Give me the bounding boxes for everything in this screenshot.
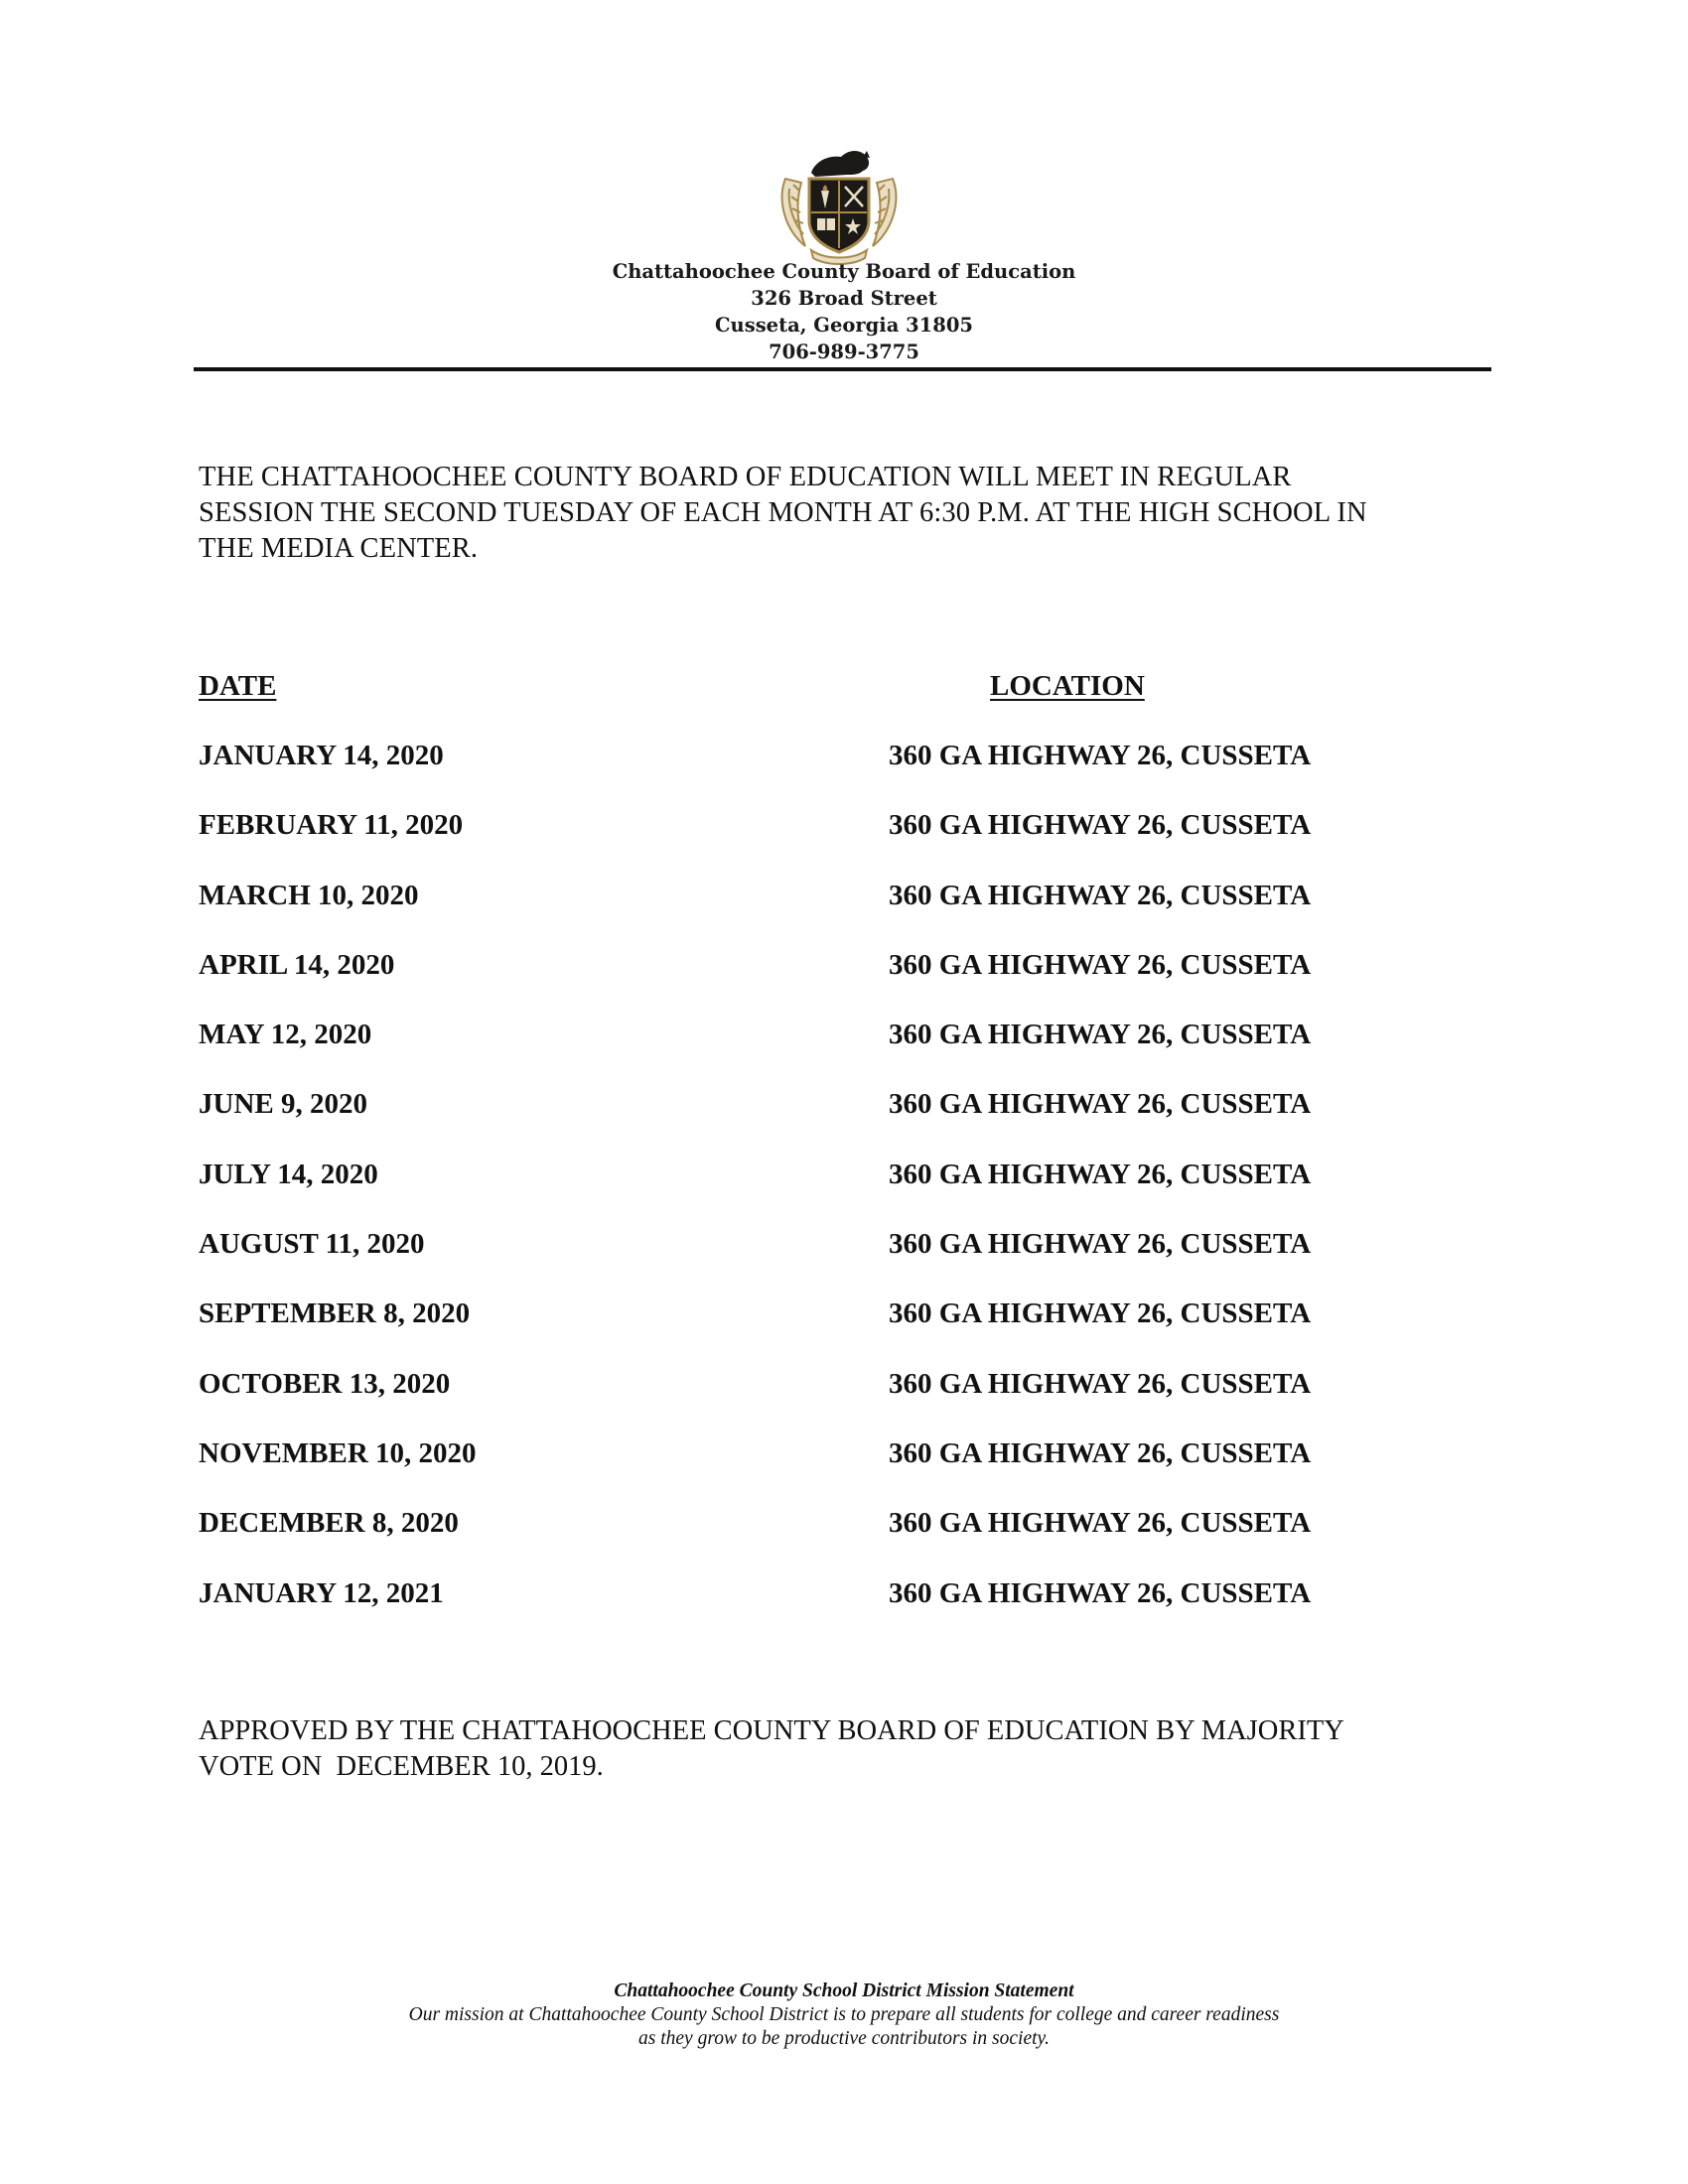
meeting-date: JULY 14, 2020 [199,1158,378,1190]
mission-line: as they grow to be productive contributors in society. [638,2028,1050,2049]
date-column-header: DATE [199,670,277,702]
meeting-date: MARCH 10, 2020 [199,879,419,911]
schedule-row [199,1507,1489,1576]
meeting-location: 360 GA HIGHWAY 26, CUSSETA [889,1507,1312,1540]
meeting-location: 360 GA HIGHWAY 26, CUSSETA [889,948,1312,981]
letterhead [397,258,1291,365]
schedule-row [199,740,1489,809]
city-state-zip: Cusseta, Georgia 31805 [715,314,973,337]
schedule-row [199,809,1489,879]
meeting-date: OCTOBER 13, 2020 [199,1367,451,1400]
meeting-date: MAY 12, 2020 [199,1019,372,1051]
street-address: 326 Broad Street [751,287,937,310]
meeting-location: 360 GA HIGHWAY 26, CUSSETA [889,1088,1312,1121]
mission-statement [298,1979,1390,2051]
meeting-date: APRIL 14, 2020 [199,948,395,981]
meeting-date: NOVEMBER 10, 2020 [199,1436,477,1469]
meeting-date: JANUARY 12, 2021 [199,1576,444,1609]
notice-line: THE MEDIA CENTER. [199,533,479,564]
schedule-row [199,1088,1489,1158]
schedule-row [199,1228,1489,1297]
approval-statement [199,1713,1509,1785]
schedule-row [199,1437,1489,1507]
mission-line: Our mission at Chattahoochee County School District is to prepare all students for college and career readiness [408,2004,1280,2025]
district-crest-logo [775,139,903,266]
phone-number: 706-989-3775 [769,341,919,363]
meeting-notice [199,460,1509,567]
meeting-date: FEBRUARY 11, 2020 [199,809,464,842]
schedule-row [199,1368,1489,1437]
meeting-location: 360 GA HIGHWAY 26, CUSSETA [889,1576,1312,1609]
meeting-location: 360 GA HIGHWAY 26, CUSSETA [889,1436,1312,1469]
schedule-row [199,949,1489,1019]
meeting-schedule [199,740,1489,1647]
meeting-location: 360 GA HIGHWAY 26, CUSSETA [889,1297,1312,1330]
schedule-row [199,880,1489,949]
location-column-header: LOCATION [990,670,1145,702]
meeting-date: AUGUST 11, 2020 [199,1228,425,1261]
schedule-row [199,1019,1489,1088]
meeting-location: 360 GA HIGHWAY 26, CUSSETA [889,1158,1312,1190]
notice-line: THE CHATTAHOOCHEE COUNTY BOARD OF EDUCATION WILL MEET IN REGULAR [199,462,1292,492]
meeting-date: DECEMBER 8, 2020 [199,1507,459,1540]
approval-line: APPROVED BY THE CHATTAHOOCHEE COUNTY BOARD OF EDUCATION BY MAJORITY [199,1715,1344,1746]
meeting-date: JANUARY 14, 2020 [199,740,444,771]
meeting-location: 360 GA HIGHWAY 26, CUSSETA [889,740,1312,771]
meeting-location: 360 GA HIGHWAY 26, CUSSETA [889,1367,1312,1400]
meeting-location: 360 GA HIGHWAY 26, CUSSETA [889,809,1312,842]
schedule-row [199,1577,1489,1647]
mission-title: Chattahoochee County School District Mission Statement [614,1980,1074,2001]
org-name: Chattahoochee County Board of Education [612,260,1076,283]
meeting-date: JUNE 9, 2020 [199,1088,367,1121]
meeting-location: 360 GA HIGHWAY 26, CUSSETA [889,1228,1312,1261]
notice-line: SESSION THE SECOND TUESDAY OF EACH MONTH AT 6:30 P.M. AT THE HIGH SCHOOL IN [199,497,1367,528]
header-divider [194,367,1491,371]
meeting-date: SEPTEMBER 8, 2020 [199,1297,471,1330]
meeting-location: 360 GA HIGHWAY 26, CUSSETA [889,1019,1312,1051]
meeting-location: 360 GA HIGHWAY 26, CUSSETA [889,879,1312,911]
approval-line: VOTE ON DECEMBER 10, 2019. [199,1751,604,1782]
schedule-row [199,1297,1489,1367]
schedule-row [199,1159,1489,1228]
